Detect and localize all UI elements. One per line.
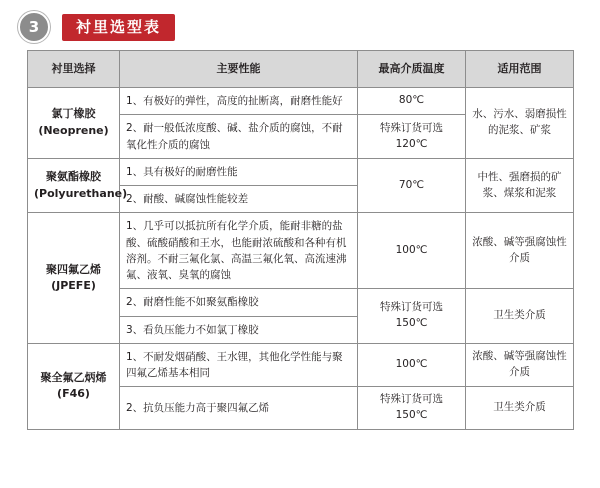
cell-application: 浓酸、碱等强腐蚀性介质 [466, 213, 574, 289]
cell-category-polyurethane [28, 158, 128, 213]
lining-selection-table [27, 50, 574, 430]
cell-application: 水、污水、弱磨损性的泥浆、矿浆 [466, 88, 574, 159]
cell-application: 中性、强磨损的矿浆、煤浆和泥浆 [466, 158, 574, 213]
category-name-cn: 氯丁橡胶 [51, 107, 96, 121]
page-header [0, 0, 600, 44]
temperature-note: 特殊订货可选 [380, 301, 443, 314]
cell-temperature: 100℃ [358, 343, 466, 387]
cell-temperature [358, 289, 466, 344]
category-name-en: (F46) [57, 387, 90, 401]
table-header [28, 51, 574, 88]
category-name-cn: 聚四氟乙烯 [46, 262, 101, 276]
cell-performance: 2、耐酸、碱腐蚀性能较差 [120, 186, 358, 213]
cell-application: 浓酸、碱等强腐蚀性介质 [466, 343, 574, 387]
cell-application: 卫生类介质 [466, 387, 574, 430]
cell-category-ptfe [28, 213, 120, 344]
category-name-cn: 聚氨酯橡胶 [46, 170, 101, 184]
temperature-value: 150℃ [395, 317, 428, 330]
cell-performance: 1、具有极好的耐磨性能 [120, 158, 358, 185]
cell-performance: 1、有极好的弹性，高度的扯断离，耐磨性能好 [120, 88, 358, 115]
table-body [28, 88, 574, 430]
cell-performance: 2、抗负压能力高于聚四氟乙烯 [120, 387, 358, 430]
cell-performance: 1、不耐发烟硝酸、王水锂，其他化学性能与聚四氟乙烯基本相同 [120, 343, 358, 387]
table-row [28, 88, 574, 115]
cell-temperature: 70℃ [358, 158, 466, 213]
page-title-banner [62, 14, 175, 41]
cell-temperature: 80℃ [358, 88, 466, 115]
page-title: 衬里选型表 [76, 17, 162, 36]
temperature-value: 120℃ [395, 137, 428, 150]
temperature-value: 150℃ [395, 409, 428, 422]
category-name-en: (Polyurethane) [34, 186, 128, 200]
column-header-lining: 衬里选择 [28, 51, 120, 88]
cell-temperature [358, 387, 466, 430]
table-row [28, 158, 574, 185]
table-container [0, 44, 600, 430]
cell-category-f46 [28, 343, 120, 429]
table-row [28, 343, 574, 387]
column-header-application: 适用范围 [466, 51, 574, 88]
cell-performance: 3、看负压能力不如氯丁橡胶 [120, 316, 358, 343]
section-number-badge: 3 [18, 11, 50, 43]
column-header-performance: 主要性能 [120, 51, 358, 88]
cell-temperature [358, 115, 466, 159]
cell-performance: 2、耐一般低浓度酸、碱、盐介质的腐蚀，不耐氧化性介质的腐蚀 [120, 115, 358, 159]
cell-temperature: 100℃ [358, 213, 466, 289]
temperature-note: 特殊订货可选 [380, 393, 443, 406]
temperature-note: 特殊订货可选 [380, 121, 443, 134]
category-name-en: (JPEFE) [51, 279, 96, 293]
cell-performance: 2、耐磨性能不如聚氨酯橡胶 [120, 289, 358, 316]
cell-performance: 1、几乎可以抵抗所有化学介质，能耐非糖的盐酸、硫酸硝酸和王水，也能耐浓硫酸和各种有机溶剂。不耐三氟化氯、高温三氟化氧、高流速沸氟、液氧、臭氧的腐蚀 [120, 213, 358, 289]
category-name-en: (Neoprene) [38, 123, 109, 137]
column-header-max-temp: 最高介质温度 [358, 51, 466, 88]
table-row [28, 213, 574, 289]
table-header-row [28, 51, 574, 88]
cell-category-neoprene [28, 88, 120, 159]
category-name-cn: 聚全氟乙炳烯 [40, 370, 107, 384]
cell-application: 卫生类介质 [466, 289, 574, 344]
